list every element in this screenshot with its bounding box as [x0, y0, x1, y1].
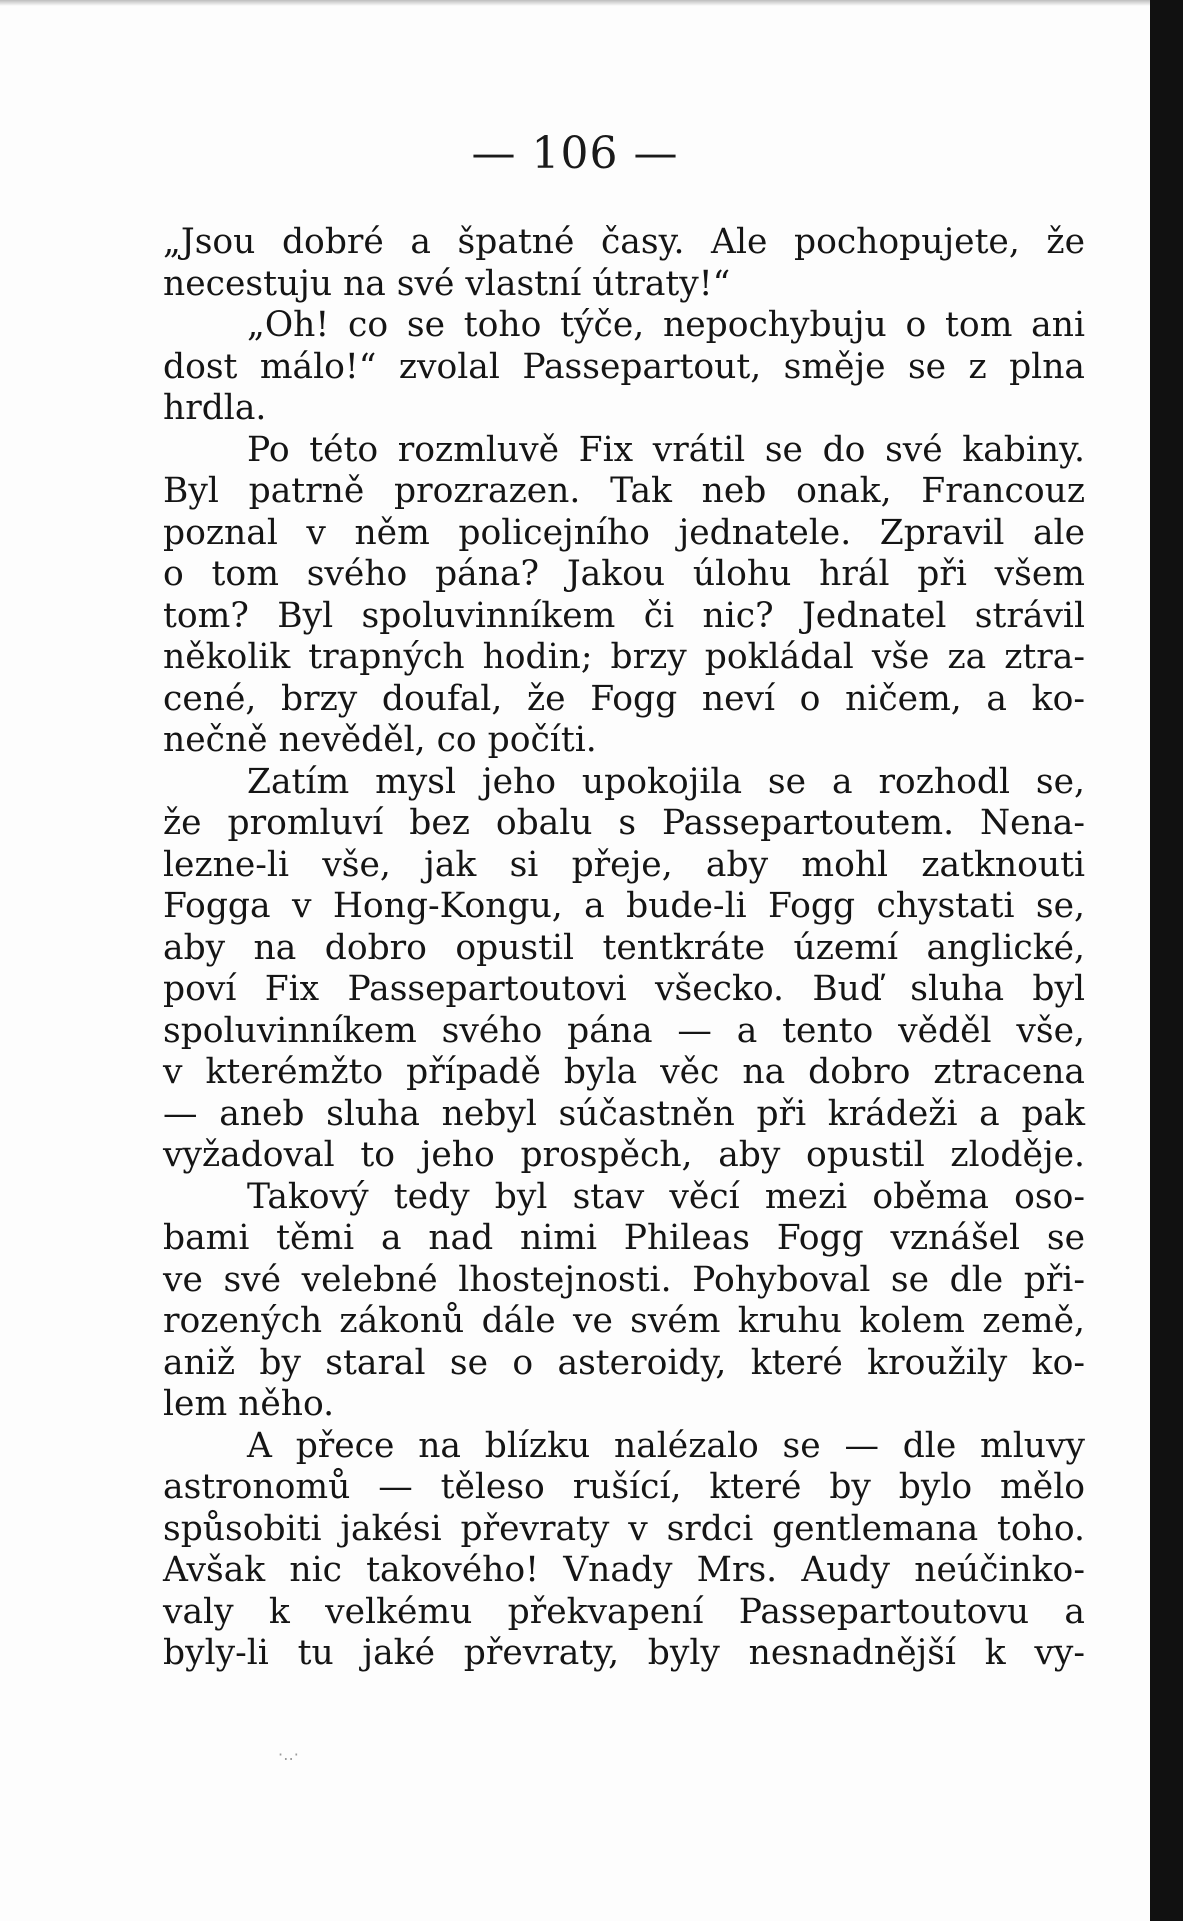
text-line: tom? Byl spoluvinníkem či nic? Jednatel strávil [163, 595, 1085, 636]
text-line: rozených zákonů dále ve svém kruhu kolem země, [163, 1301, 1085, 1341]
text-line: že promluví bez obalu s Passepartoutem. Nena- [163, 803, 1085, 843]
text-line: lezne-li vše, jak si přeje, aby mohl zatknouti [163, 844, 1085, 885]
text-line: Avšak nic takového! Vnady Mrs. Audy neúčinko- [163, 1550, 1085, 1590]
text-line: poví Fix Passepartoutovi všecko. Buď sluha byl [163, 969, 1085, 1009]
text-line: bami těmi a nad nimi Phileas Fogg vznášel se [163, 1218, 1085, 1258]
text-line: ve své velebné lhostejnosti. Pohyboval se dle při- [163, 1259, 1085, 1300]
text-line: několik trapných hodin; brzy pokládal vše za ztra- [163, 637, 1085, 677]
print-speck-decoration: ·‥· [278, 1745, 299, 1764]
text-line: nečně nevěděl, co počíti. [163, 720, 597, 760]
scan-top-shadow [0, 0, 1183, 6]
text-line: Fogga v Hong-Kongu, a bude-li Fogg chystati se, [163, 886, 1085, 926]
text-line: „Jsou dobré a špatné časy. Ale pochopujete, že [163, 222, 1085, 262]
text-line: lem něho. [163, 1384, 335, 1424]
text-line: Takový tedy byl stav věcí mezi oběma oso- [247, 1176, 1085, 1217]
text-line: poznal v něm policejního jednatele. Zpravil ale [163, 512, 1085, 553]
text-line: valy k velkému překvapení Passepartoutovu a [163, 1591, 1085, 1632]
scan-right-border [1150, 0, 1183, 1921]
text-line: Byl patrně prozrazen. Tak neb onak, Francouz [163, 471, 1085, 511]
text-line: vyžadoval to jeho prospěch, aby opustil zloděje. [163, 1135, 1085, 1175]
text-line: astronomů — těleso rušící, které by bylo mělo [163, 1467, 1085, 1507]
text-line: „Oh! co se toho týče, nepochybuju o tom ani [247, 305, 1085, 345]
text-line: aby na dobro opustil tentkráte území anglické, [163, 927, 1085, 968]
text-line: dost málo!“ zvolal Passepartout, směje se z plna [163, 346, 1085, 387]
text-line: spoluvinníkem svého pána — a tento věděl vše, [163, 1010, 1085, 1051]
text-line: cené, brzy doufal, že Fogg neví o ničem, a ko- [163, 678, 1085, 719]
text-line: o tom svého pána? Jakou úlohu hrál při všem [163, 554, 1085, 594]
text-line: spůsobiti jakési převraty v srdci gentlemana toho. [163, 1508, 1085, 1549]
text-line: hrdla. [163, 388, 267, 428]
text-line: byly-li tu jaké převraty, byly nesnadnější k vy- [163, 1633, 1085, 1673]
body-text [163, 222, 1085, 1675]
page-number: — 106 — [471, 128, 679, 179]
text-line: v kterémžto případě byla věc na dobro ztracena [163, 1052, 1085, 1092]
text-line: Po této rozmluvě Fix vrátil se do své kabiny. [247, 429, 1085, 470]
text-line: aniž by staral se o asteroidy, které kroužily ko- [163, 1342, 1085, 1383]
text-line: A přece na blízku nalézalo se — dle mluvy [247, 1425, 1085, 1466]
text-line: necestuju na své vlastní útraty!“ [163, 263, 731, 304]
text-line: — aneb sluha nebyl súčastněn při krádeži a pak [163, 1093, 1085, 1134]
text-line: Zatím mysl jeho upokojila se a rozhodl se, [247, 761, 1085, 802]
